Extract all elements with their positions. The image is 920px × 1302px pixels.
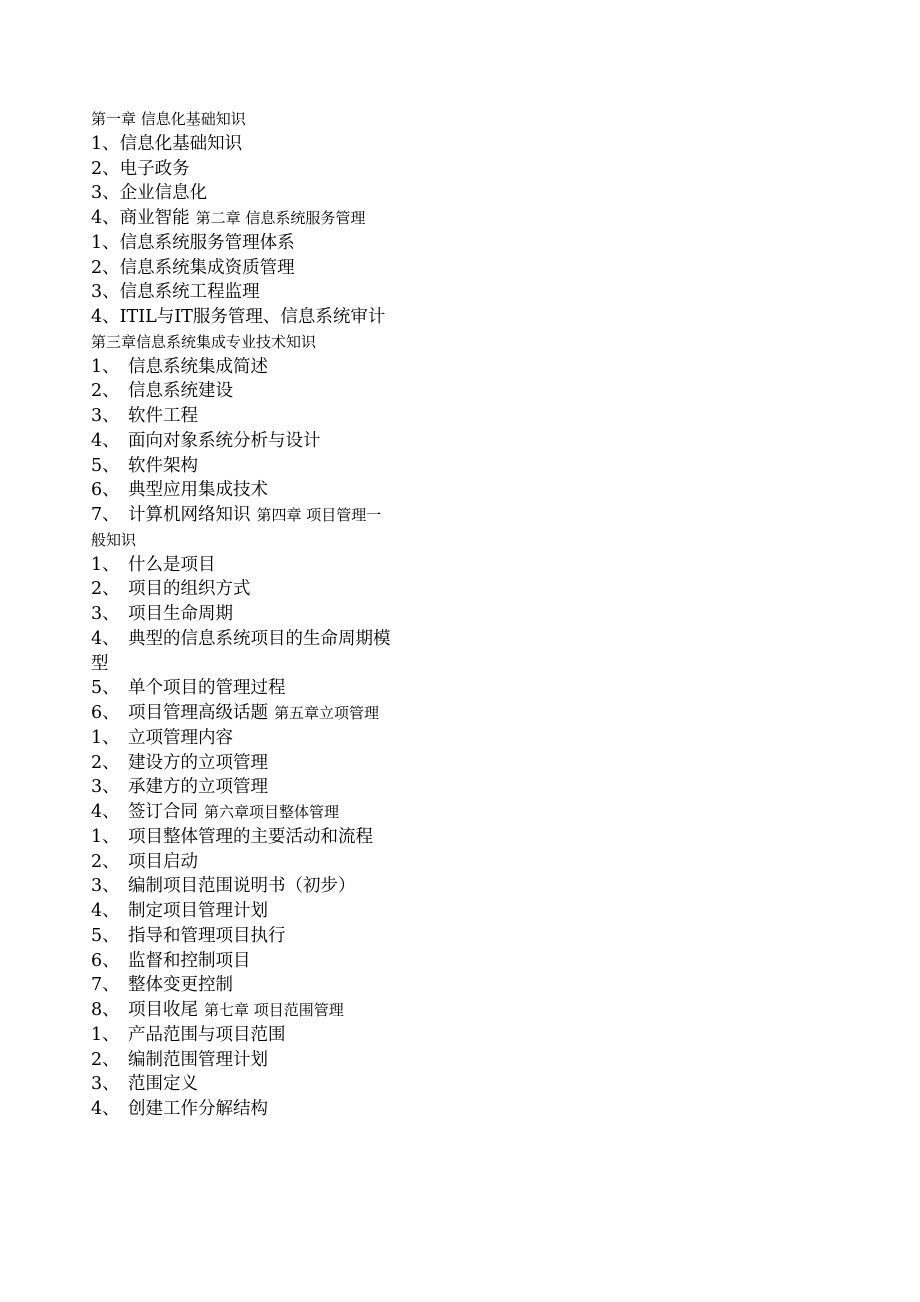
item-number: 2、 bbox=[91, 158, 120, 179]
document-line bbox=[91, 775, 421, 800]
item-text: 典型应用集成技术 bbox=[128, 480, 268, 501]
chapter-heading: 第三章信息系统集成专业技术知识 bbox=[91, 332, 317, 351]
document-line bbox=[91, 627, 421, 652]
document-line bbox=[91, 973, 421, 998]
item-number: 6、 bbox=[91, 703, 120, 723]
item-number: 4、 bbox=[91, 307, 120, 327]
item-number: 3、 bbox=[91, 183, 120, 204]
item-number: 7、 bbox=[91, 505, 120, 525]
document-line bbox=[91, 231, 421, 256]
document-line bbox=[91, 478, 421, 503]
document-line bbox=[91, 998, 421, 1023]
document-line bbox=[91, 825, 421, 850]
item-number: 2、 bbox=[91, 752, 120, 773]
document-line bbox=[91, 181, 421, 206]
item-text: 创建工作分解结构 bbox=[128, 1099, 268, 1119]
document-line bbox=[91, 330, 421, 355]
item-number: 2、 bbox=[91, 579, 120, 600]
item-number: 5、 bbox=[91, 925, 120, 946]
document-line bbox=[91, 553, 421, 578]
item-number: 4、 bbox=[91, 1099, 120, 1119]
document-line bbox=[91, 429, 421, 454]
chapter-heading: 第六章项目整体管理 bbox=[204, 803, 340, 821]
item-text: 项目的组织方式 bbox=[128, 579, 251, 600]
item-number: 1、 bbox=[91, 232, 120, 253]
item-number: 2、 bbox=[91, 1049, 120, 1070]
chapter-heading: 第五章立项管理 bbox=[274, 704, 380, 722]
item-text: 软件工程 bbox=[128, 406, 198, 426]
item-text: ITIL与IT服务管理、信息系统审计 bbox=[119, 307, 386, 327]
document-line bbox=[91, 404, 421, 429]
chapter-heading: 第七章 项目范围管理 bbox=[204, 1001, 344, 1019]
document-line bbox=[91, 528, 421, 553]
document-line bbox=[91, 1097, 421, 1122]
item-number: 3、 bbox=[91, 876, 120, 897]
chapter-heading: 第四章 项目管理一 bbox=[256, 506, 382, 524]
document-line bbox=[91, 280, 421, 305]
item-number: 3、 bbox=[91, 406, 120, 426]
item-number: 6、 bbox=[91, 480, 120, 501]
item-number: 1、 bbox=[91, 727, 120, 748]
item-number: 4、 bbox=[91, 901, 120, 921]
item-text: 企业信息化 bbox=[119, 183, 208, 204]
item-text: 编制项目范围说明书（初步） bbox=[128, 876, 356, 897]
item-text: 信息系统集成资质管理 bbox=[119, 257, 295, 278]
item-number: 1、 bbox=[91, 356, 120, 377]
document-line bbox=[91, 899, 421, 924]
item-text: 承建方的立项管理 bbox=[128, 777, 268, 798]
document-line bbox=[91, 874, 421, 899]
item-number: 8、 bbox=[91, 1000, 120, 1020]
item-text: 项目启动 bbox=[128, 851, 198, 872]
document-line bbox=[91, 676, 421, 701]
item-number: 3、 bbox=[91, 282, 120, 303]
item-number: 6、 bbox=[91, 950, 120, 971]
item-text: 典型的信息系统项目的生命周期模 bbox=[128, 628, 391, 649]
item-text: 制定项目管理计划 bbox=[128, 901, 268, 921]
item-text: 编制范围管理计划 bbox=[128, 1049, 268, 1070]
document-line bbox=[91, 602, 421, 627]
document-line bbox=[91, 924, 421, 949]
item-number: 3、 bbox=[91, 1074, 120, 1095]
item-text: 立项管理内容 bbox=[128, 727, 233, 748]
document-line bbox=[91, 206, 421, 231]
document-line bbox=[91, 1023, 421, 1048]
document-line bbox=[91, 355, 421, 380]
chapter-heading: 般知识 bbox=[91, 530, 137, 549]
item-number: 1、 bbox=[91, 554, 120, 575]
item-text: 软件架构 bbox=[128, 455, 198, 476]
item-text: 什么是项目 bbox=[128, 554, 216, 575]
document-line bbox=[91, 157, 421, 182]
item-number: 4、 bbox=[91, 802, 120, 822]
chapter-heading: 第二章 信息系统服务管理 bbox=[195, 209, 366, 227]
document-line bbox=[91, 577, 421, 602]
item-number: 2、 bbox=[91, 851, 120, 872]
item-text: 项目收尾 bbox=[128, 1000, 198, 1020]
item-text: 项目生命周期 bbox=[128, 604, 233, 624]
item-text: 信息系统工程监理 bbox=[119, 282, 260, 303]
chapter-heading: 第一章 信息化基础知识 bbox=[91, 110, 246, 128]
item-number: 1、 bbox=[91, 133, 120, 154]
item-number: 2、 bbox=[91, 257, 120, 278]
item-number: 5、 bbox=[91, 455, 120, 476]
item-number: 1、 bbox=[91, 1024, 120, 1045]
item-number: 3、 bbox=[91, 604, 120, 624]
item-text: 指导和管理项目执行 bbox=[128, 925, 286, 946]
document-line bbox=[91, 726, 421, 751]
item-text: 签订合同 bbox=[128, 802, 198, 822]
document-line bbox=[91, 454, 421, 479]
item-text: 单个项目的管理过程 bbox=[128, 678, 286, 699]
item-number: 5、 bbox=[91, 678, 120, 699]
item-text: 信息系统服务管理体系 bbox=[119, 232, 295, 253]
item-text: 监督和控制项目 bbox=[128, 950, 251, 971]
item-text: 信息化基础知识 bbox=[119, 133, 243, 154]
document-line bbox=[91, 379, 421, 404]
item-text: 项目管理高级话题 bbox=[128, 703, 268, 723]
item-number: 7、 bbox=[91, 975, 120, 996]
document-line bbox=[91, 850, 421, 875]
item-text: 整体变更控制 bbox=[128, 975, 233, 996]
document-line bbox=[91, 949, 421, 974]
document-line bbox=[91, 1048, 421, 1073]
item-text: 信息系统集成简述 bbox=[128, 356, 268, 377]
item-text: 面向对象系统分析与设计 bbox=[128, 430, 321, 451]
document-body bbox=[91, 107, 421, 1122]
item-text: 型 bbox=[91, 653, 109, 674]
item-text: 建设方的立项管理 bbox=[128, 752, 268, 773]
document-line bbox=[91, 701, 421, 726]
item-text: 信息系统建设 bbox=[128, 381, 233, 402]
item-text: 计算机网络知识 bbox=[128, 505, 251, 525]
document-line bbox=[91, 305, 421, 330]
item-text: 范围定义 bbox=[128, 1074, 198, 1095]
item-number: 4、 bbox=[91, 628, 120, 649]
item-number: 1、 bbox=[91, 826, 120, 847]
item-number: 4、 bbox=[91, 430, 120, 451]
item-text: 产品范围与项目范围 bbox=[128, 1024, 286, 1045]
item-number: 2、 bbox=[91, 381, 120, 402]
item-text: 项目整体管理的主要活动和流程 bbox=[128, 826, 373, 847]
item-text: 电子政务 bbox=[119, 158, 190, 179]
document-line bbox=[91, 1072, 421, 1097]
item-number: 4、 bbox=[91, 208, 120, 228]
document-line bbox=[91, 132, 421, 157]
document-line bbox=[91, 800, 421, 825]
item-text: 商业智能 bbox=[119, 208, 190, 228]
document-line bbox=[91, 652, 421, 677]
document-line bbox=[91, 256, 421, 281]
document-line bbox=[91, 751, 421, 776]
document-line bbox=[91, 107, 421, 132]
item-number: 3、 bbox=[91, 777, 120, 798]
document-line bbox=[91, 503, 421, 528]
